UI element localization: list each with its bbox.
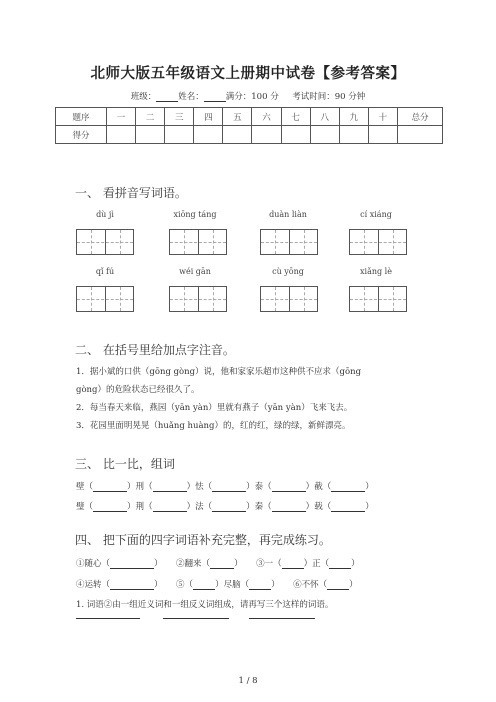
pinyin-label: wéi gān [179,267,211,276]
question-line: 3．花园里面明晃晃（huǎng huàng）的，红的红，绿的绿，新鲜漂亮。 [76,421,351,431]
compare-char: 壁 [76,482,85,492]
writing-grid[interactable] [169,229,227,255]
score-cell[interactable] [252,126,281,144]
idiom-text: ）尽脑（ [215,580,250,590]
answer-line[interactable] [249,618,315,619]
score-cell[interactable] [281,126,310,144]
answer-blank[interactable] [210,559,234,569]
score-header-cell: 九 [339,108,368,126]
score-cell[interactable] [339,126,368,144]
compare-row-1: 壁（ ）刑（ ）怯（ ）泰（ ）截（ ） [76,482,374,492]
score-cell[interactable] [107,126,136,144]
score-cell[interactable] [136,126,165,144]
exam-info [0,90,496,102]
answer-blank[interactable] [331,502,365,512]
answer-blank[interactable] [249,580,271,590]
question-line: gòng）的危险状态已经很久了。 [76,385,200,395]
answer-blank[interactable] [272,502,306,512]
answer-blank[interactable] [331,482,365,492]
idiom-text: ⑥不怀（ [293,580,328,590]
answer-blank[interactable] [93,502,127,512]
score-header-cell: 八 [310,108,339,126]
writing-grid[interactable] [260,286,318,312]
answer-blank[interactable] [93,482,127,492]
compare-char: 秦 [254,502,264,512]
score-cell[interactable] [398,126,443,144]
idiom-text: ） [154,580,163,590]
answer-blank[interactable] [329,559,351,569]
time-label: 考试时间：90 分钟 [292,92,366,102]
idiom-note: 1. 词语②由一组近义词和一组反义词组成，请再写三个这样的词语。 [76,600,334,610]
idiom-text: ⑤（ [176,580,194,590]
idiom-text: ） [154,559,163,569]
answer-blank[interactable] [153,482,187,492]
score-cell[interactable] [223,126,252,144]
score-cell[interactable] [165,126,194,144]
score-header-cell: 总分 [398,108,443,126]
pinyin-label: cí xiáng [360,210,392,219]
score-header-cell: 十 [368,108,397,126]
writing-grid[interactable] [260,229,318,255]
name-blank [204,92,226,102]
writing-grid[interactable] [349,229,407,255]
pinyin-label: xiōng táng [173,210,217,219]
score-row [56,126,443,144]
answer-blank[interactable] [193,580,215,590]
compare-char: 泰 [254,482,264,492]
writing-grid[interactable] [76,286,134,312]
score-header-cell: 一 [107,108,136,126]
compare-row-2: 璧（ ）荆（ ）法（ ）秦（ ）载（ ） [76,502,374,512]
idiom-text: ）正（ [303,559,330,569]
compare-char: 璧 [76,502,85,512]
idiom-text: ） [349,580,358,590]
answer-blank[interactable] [212,502,246,512]
compare-char: 刑 [135,482,145,492]
pinyin-label: cù yōng [272,267,304,276]
question-line: 2．每当春天来临，燕园（yān yàn）里就有燕子（yān yàn）飞来飞去。 [76,403,353,413]
idiom-text: ①随心（ [76,559,111,569]
score-header-cell: 三 [165,108,194,126]
answer-blank[interactable] [282,559,304,569]
score-header-cell: 四 [194,108,223,126]
compare-char: 截 [314,482,323,492]
section3-heading: 三、 比一比，组词 [75,457,175,471]
score-row-label: 得分 [56,126,107,144]
writing-grid[interactable] [76,229,134,255]
score-header-cell: 二 [136,108,165,126]
idiom-text: ） [351,559,360,569]
pinyin-label: qǐ fú [95,267,115,276]
answer-blank[interactable] [153,502,187,512]
pinyin-label: duàn liàn [269,210,307,219]
compare-char: 荆 [135,502,145,512]
compare-char: 怯 [195,482,204,492]
score-header-cell: 七 [281,108,310,126]
writing-grid[interactable] [349,286,407,312]
compare-char: 载 [314,502,323,512]
idiom-text: ） [234,559,243,569]
question-line: 1．据小斌的口供（gōng gòng）说，他和家家乐超市这种供不应求（gōng [76,367,362,377]
score-header-cell: 五 [223,108,252,126]
score-cell[interactable] [368,126,397,144]
score-cell[interactable] [194,126,223,144]
answer-blank[interactable] [327,580,349,590]
idiom-text: ②翻来（ [176,559,211,569]
answer-line[interactable] [163,618,229,619]
answer-blank[interactable] [272,482,306,492]
writing-grid[interactable] [169,286,227,312]
score-header-cell: 六 [252,108,281,126]
section2-heading: 二、 在括号里给加点字注音。 [75,343,235,357]
score-cell[interactable] [310,126,339,144]
answer-blank[interactable] [110,559,154,569]
score-table [55,107,443,144]
answer-blank[interactable] [110,580,154,590]
pinyin-label: dù jì [96,210,114,219]
idiom-row-1 [76,557,360,569]
pinyin-label: xiǎng lè [360,267,392,276]
page-number: 1 / 8 [238,676,258,686]
answer-blank[interactable] [212,482,246,492]
section4-heading: 四、 把下面的四字词语补充完整，再完成练习。 [75,533,331,547]
score-header-cell: 题序 [56,108,107,126]
page-title: 北师大版五年级语文上册期中试卷【参考答案】 [90,66,406,82]
section1-heading: 一、 看拼音写词语。 [75,186,187,200]
idiom-text: ④运转（ [76,580,111,590]
name-label: 姓名： [178,92,204,102]
idiom-text: ） [271,580,280,590]
compare-char: 法 [195,502,204,512]
class-blank [156,92,178,102]
idiom-text: ③一（ [256,559,282,569]
score-header-row [56,108,443,126]
answer-line[interactable] [76,618,140,619]
score-label: 满分：100 分 [225,92,279,102]
class-label: 班级： [130,92,157,102]
idiom-row-2 [76,578,358,590]
